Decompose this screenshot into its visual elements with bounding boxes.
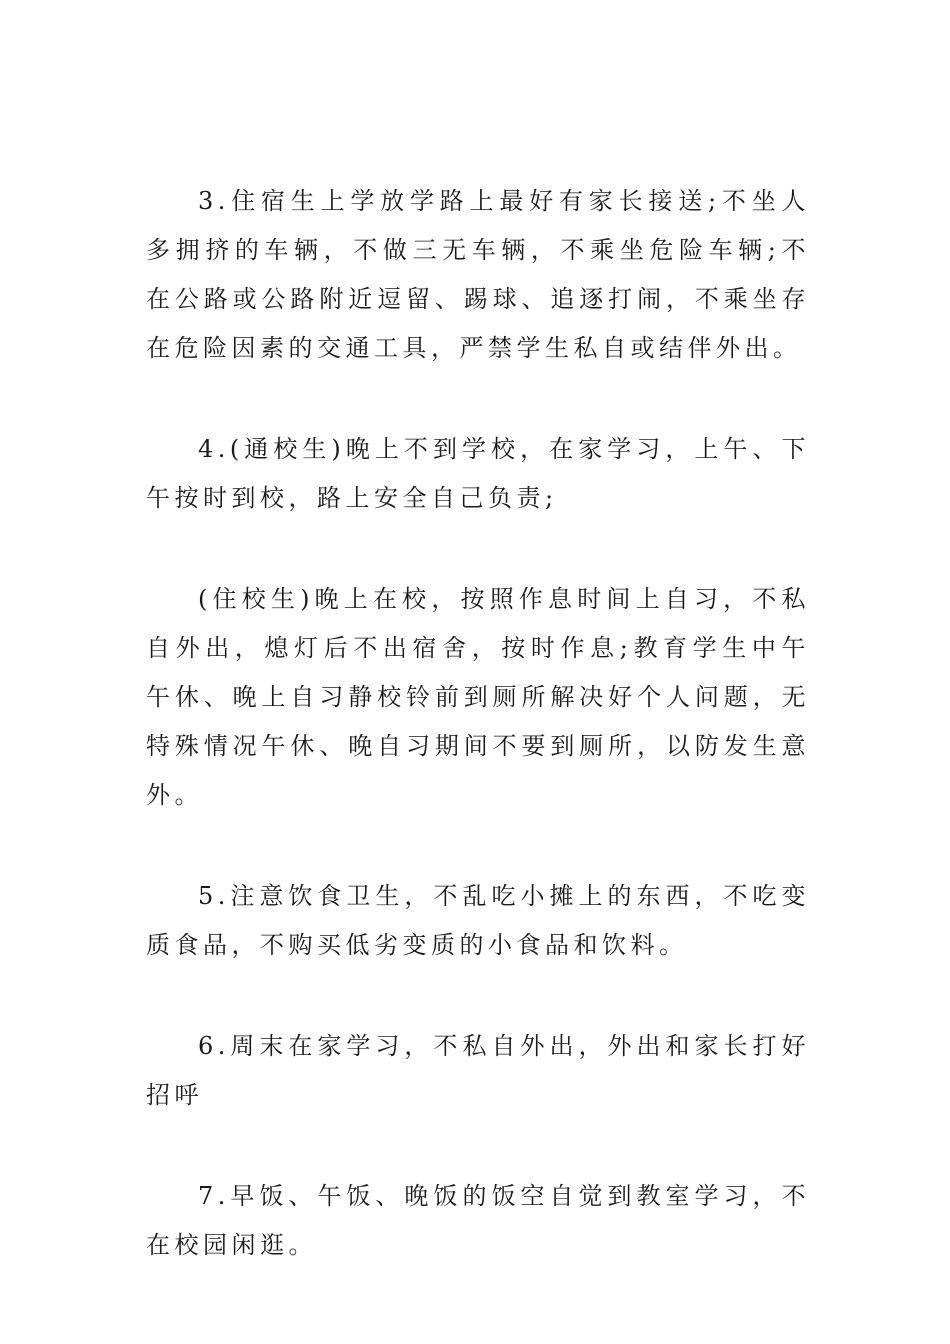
- paragraph-item-6: 6.周末在家学习，不私自外出，外出和家长打好招呼: [146, 1032, 810, 1109]
- paragraph-item-3: 3.住宿生上学放学路上最好有家长接送;不坐人多拥挤的车辆，不做三无车辆，不乘坐危险车辆;不在公路或公路附近逗留、踢球、追逐打闹，不乘坐存在危险因素的交通工具，严禁学生私自或结伴外出。: [146, 187, 810, 362]
- paragraph-spacer: [146, 523, 810, 575]
- paragraph-spacer: [146, 970, 810, 1022]
- paragraph-spacer: [146, 373, 810, 425]
- paragraph-item-4-boarder: (住校生)晚上在校，按照作息时间上自习，不私自外出，熄灯后不出宿舍，按时作息;教育学生中午午休、晚上自习静校铃前到厕所解决好个人问题，无特殊情况午休、晚自习期间不要到厕所，以防发生意外。: [146, 585, 810, 809]
- paragraph-spacer: [146, 1120, 810, 1172]
- paragraph-item-4-commuter: 4.(通校生)晚上不到学校，在家学习，上午、下午按时到校，路上安全自己负责;: [146, 435, 810, 512]
- document-body: [146, 177, 810, 1270]
- paragraph-spacer: [146, 820, 810, 872]
- paragraph-item-5: 5.注意饮食卫生，不乱吃小摊上的东西，不吃变质食品，不购买低劣变质的小食品和饮料。: [146, 882, 810, 959]
- paragraph-item-7: 7.早饭、午饭、晚饭的饭空自觉到教室学习，不在校园闲逛。: [146, 1182, 810, 1259]
